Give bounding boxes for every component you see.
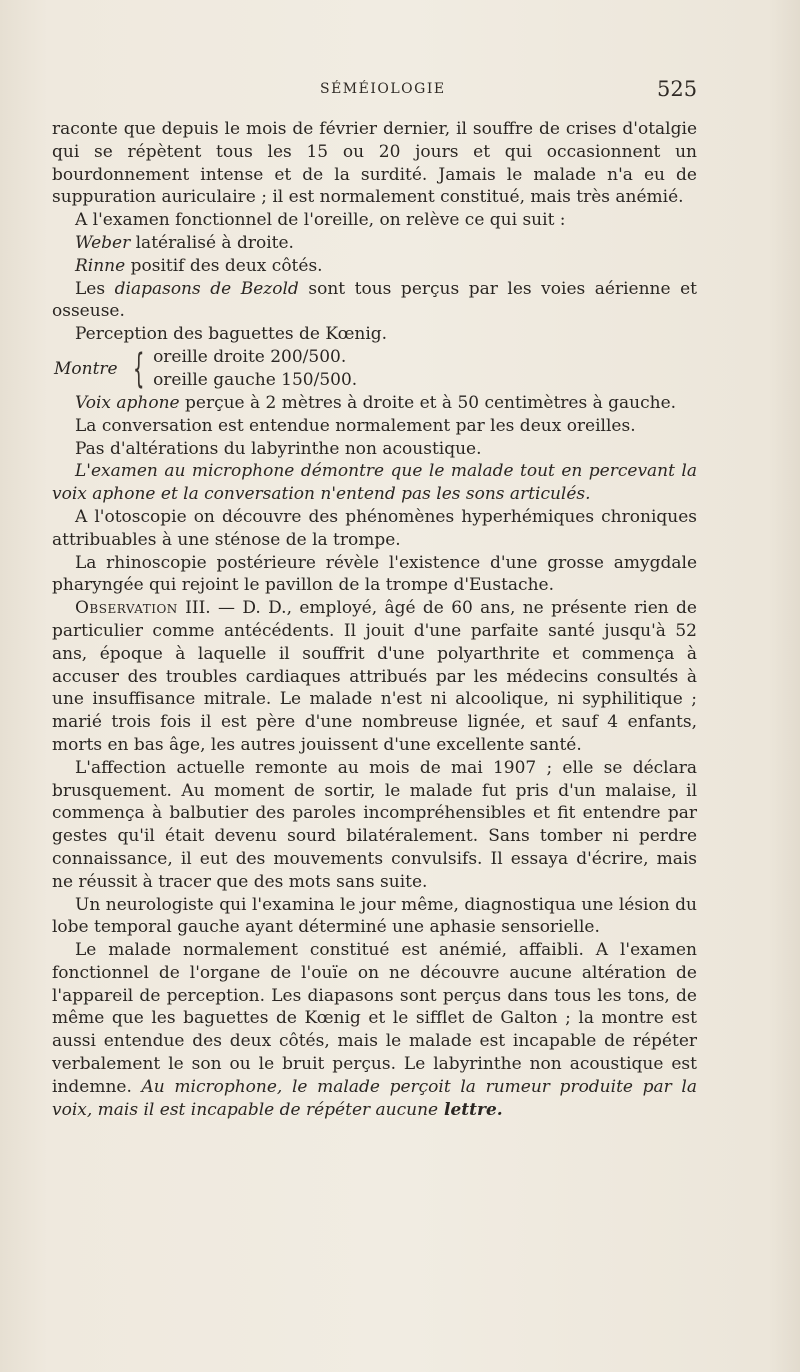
paragraph-observation xyxy=(52,597,697,757)
paragraph-koenig: Perception des baguettes de Kœnig. xyxy=(75,324,388,345)
final-italic: Au microphone, le malade perçoit la rumeur produite par la voix, mais il est incapable de répéter aucune xyxy=(52,1076,698,1120)
observation-label: Observation xyxy=(75,598,178,619)
final-text: Le malade normalement constitué est anémié, affaibli. A l'examen fonctionnel de l'organe de l'ouïe on ne découvre aucune altération de l'appareil de perception. Les diapasons sont perçus dans tous les tons, de même que les baguettes de Kœnig et le sifflet de Galton ; la montre est aussi entendue des deux côtés, mais le malade est incapable de répéter verbalement le son ou le bruit perçus. Le labyrinthe non acoustique est indemne. xyxy=(52,940,697,1097)
montre-values xyxy=(153,346,357,392)
paragraph-conversation: La conversation est entendue normalement par les deux oreilles. xyxy=(75,415,636,436)
weber-text: latéralisé à droite. xyxy=(130,232,294,253)
body-text xyxy=(52,118,697,1121)
diapasons-prefix: Les xyxy=(75,278,115,299)
paragraph-rinne xyxy=(52,255,697,278)
observation-text: III. — D. D., employé, âgé de 60 ans, ne présente rien de particulier comme antécédents. Il jouit d'une parfaite santé jusqu'à 52 ans, époque à laquelle il souffrit d'une polyarthrite et commença à accuser des troubles cardiaques attribués par les médecins consultés à une insuffisance mitrale. Le malade n'est ni alcoolique, ni syphilitique ; marié trois fois il est père d'une nombreuse lignée, et sauf 4 enfants, morts en bas âge, les autres jouissent d'une excellente santé. xyxy=(52,598,697,755)
paragraph-diapasons xyxy=(52,278,697,324)
page-header xyxy=(0,77,800,107)
montre-label: Montre xyxy=(54,358,118,379)
paragraph-otoscopie: A l'otoscopie on découvre des phénomènes hyperhémiques chroniques attribuables à une sténose de la trompe. xyxy=(52,506,697,550)
montre-right-ear: oreille droite 200/500. xyxy=(153,347,347,368)
paragraph-weber xyxy=(52,232,697,255)
montre-block xyxy=(54,346,697,392)
paragraph-voix xyxy=(52,392,697,415)
final-bold: lettre. xyxy=(438,1099,503,1120)
paragraph-labyrinthe: Pas d'altérations du labyrinthe non acoustique. xyxy=(75,438,482,459)
paragraph-neurologiste: Un neurologiste qui l'examina le jour même, diagnostiqua une lésion du lobe temporal gauche ayant déterminé une aphasie sensorielle. xyxy=(52,894,697,938)
paragraph-examen: A l'examen fonctionnel de l'oreille, on relève ce qui suit : xyxy=(75,210,566,231)
paragraph-intro: raconte que depuis le mois de février dernier, il souffre de crises d'otalgie qui se répètent tous les 15 ou 20 jours et qui occasionnent un bourdonnement intense et de la surdité. Jamais le malade n'a eu de suppuration auriculaire ; il est normalement constitué, mais très anémié. xyxy=(52,119,697,208)
paragraph-rhinoscopie: La rhinoscopie postérieure révèle l'existence d'une grosse amygdale pharyngée qui rejoint le pavillon de la trompe d'Eustache. xyxy=(52,552,697,596)
rinne-text: positif des deux côtés. xyxy=(125,255,323,276)
weber-term: Weber xyxy=(75,232,131,253)
diapasons-term: diapasons de Bezold xyxy=(114,278,299,299)
page-number: 525 xyxy=(657,77,698,101)
voix-text: perçue à 2 mètres à droite et à 50 centimètres à gauche. xyxy=(179,392,677,413)
voix-term: Voix aphone xyxy=(75,392,180,413)
paragraph-affection: L'affection actuelle remonte au mois de mai 1907 ; elle se déclara brusquement. Au moment de sortir, le malade fut pris d'un malaise, il commença à balbutier des paroles incompréhensibles et fit entendre par gestes qu'il était devenu sourd bilatéralement. Sans tomber ni perdre connaissance, il eut des mouvements convulsifs. Il essaya d'écrire, mais ne réussit à tracer que des mots sans suite. xyxy=(52,757,697,892)
brace-icon: { xyxy=(132,345,145,392)
running-title: SÉMÉIOLOGIE xyxy=(320,81,446,97)
diapasons-text: sont tous perçus par les voies aérienne et osseuse. xyxy=(52,278,697,322)
montre-left-ear: oreille gauche 150/500. xyxy=(153,369,358,390)
paragraph-microphone: L'examen au microphone démontre que le malade tout en percevant la voix aphone et la conversation n'entend pas les sons articulés. xyxy=(52,461,697,505)
paragraph-final xyxy=(52,939,697,1121)
rinne-term: Rinne xyxy=(75,255,126,276)
